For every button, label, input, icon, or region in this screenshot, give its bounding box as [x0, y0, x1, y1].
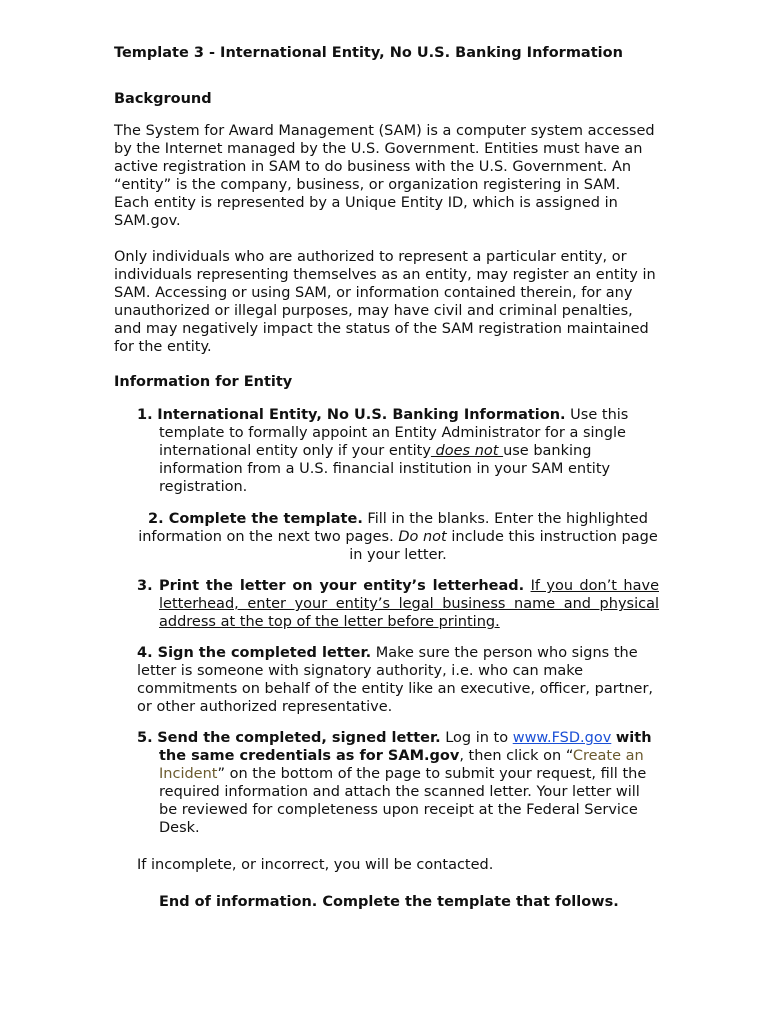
- background-paragraph-2: Only individuals who are authorized to represent a particular entity, or individuals representing themselves as an entity, may register an entity in SAM. Accessing or using SAM, or information contained therein, for any unauthorized or illegal purposes, may have civil and criminal penalties, and may negatively impact the status of the SAM registration maintained for the entity.: [114, 249, 656, 355]
- item-5-text-a: Log in to: [440, 730, 513, 746]
- incomplete-note: If incomplete, or incorrect, you will be contacted.: [137, 857, 494, 873]
- info-heading: Information for Entity: [114, 374, 293, 390]
- item-5-text-c: ” on the bottom of the page to submit your request, fill the required information and attach the scanned letter. Your letter will be reviewed for completeness upon receipt at the Federal Service Desk.: [159, 766, 647, 836]
- item-1-text-a: Use this template to formally appoint an Entity Administrator for a single international entity only if your entity: [159, 407, 629, 459]
- item-1-bold: International Entity, No U.S. Banking Information.: [157, 407, 566, 423]
- list-item-1: [137, 406, 659, 496]
- item-3-number: 3.: [137, 578, 153, 594]
- end-note: End of information. Complete the template that follows.: [159, 894, 619, 910]
- item-5-bold: Send the completed, signed letter.: [157, 730, 441, 746]
- item-2-italic: Do not: [398, 529, 447, 545]
- list-item-3: [137, 577, 659, 631]
- item-5-text-b: , then click on “: [459, 748, 573, 764]
- item-5-bold-2: with the same credentials as for SAM.gov: [159, 730, 652, 764]
- item-3-underlined: If you don’t have letterhead, enter your entity’s legal business name and physical address at the top of the letter before printing.: [159, 578, 659, 630]
- item-3-bold: Print the letter on your entity’s letterhead.: [159, 578, 525, 594]
- page-title: Template 3 - International Entity, No U.S. Banking Information: [114, 45, 623, 61]
- item-2-bold: 2. Complete the template.: [148, 511, 363, 527]
- item-2-text-a: Fill in the blanks. Enter the highlighted information on the next two pages.: [138, 511, 648, 545]
- list-item-2: [137, 510, 659, 564]
- item-1-text-b: use banking information from a U.S. financial institution in your SAM entity registration.: [159, 443, 611, 495]
- item-1-does-not: does not: [430, 443, 504, 459]
- create-incident-text: Create an Incident: [159, 748, 644, 782]
- item-4-bold: 4. Sign the completed letter.: [137, 645, 372, 661]
- list-item-5: [137, 729, 659, 837]
- item-4-text: Make sure the person who signs the letter is someone with signatory authority, i.e. who can make commitments on behalf of the entity like an executive, officer, partner, or other authorized representative.: [137, 645, 654, 715]
- item-2-text-b: include this instruction page in your letter.: [349, 529, 658, 563]
- list-item-4: [137, 644, 659, 716]
- background-heading: Background: [114, 91, 212, 107]
- item-1-number: 1.: [137, 407, 153, 423]
- fsd-link[interactable]: www.FSD.gov: [512, 730, 612, 746]
- item-5-number: 5.: [137, 730, 153, 746]
- background-paragraph-1: The System for Award Management (SAM) is a computer system accessed by the Internet managed by the U.S. Government. Entities must have an active registration in SAM to do business with the U.S. Government. An “entity” is the company, business, or organization registering in SAM. Each entity is represented by a Unique Entity ID, which is assigned in SAM.gov.: [114, 123, 655, 229]
